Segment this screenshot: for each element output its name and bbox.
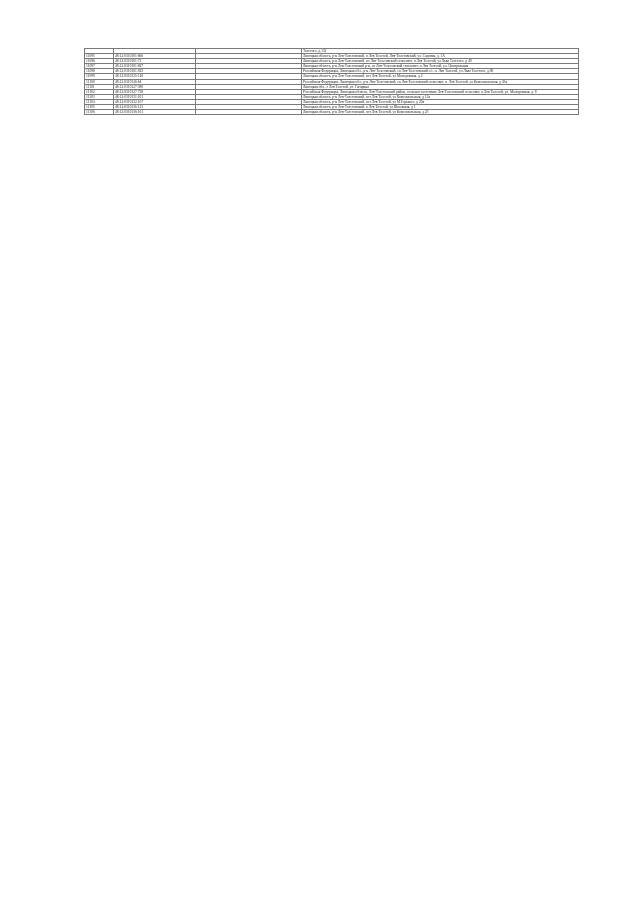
- row-number: 11103: [85, 94, 114, 99]
- cadastral-code: 48:12:0310126:64: [114, 79, 196, 84]
- address-text: Российская Федерация, Липецкая обл., р-н Лев-Толстовский, сп Лев-Толстовский сельсовет, п. Лев Толстой, ул Комсомольская, д 43а: [302, 79, 579, 84]
- register-table: [84, 48, 579, 115]
- cadastral-code: 48:12:0310132:107: [114, 99, 196, 104]
- cadastral-code: 48:12:0310101:666: [114, 54, 196, 59]
- address-text: Липецкая область, р-н Лев-Толстовский, пгт Лев Толстой, ул Молодежная, д 2: [302, 74, 579, 79]
- row-number: 11102: [85, 89, 114, 94]
- empty-cell: [196, 110, 302, 115]
- address-text: Липецкая область, р-н Лев-Толстовский, п Лев Толстой, Лев-Толстовский, ул. Садовая, д. 1А: [302, 54, 579, 59]
- row-number: 11105: [85, 105, 114, 110]
- address-text: Липецкая область, р-н Лев-Толстовский, пгт Лев Толстой, ул Комсомольская, д.12а: [302, 94, 579, 99]
- address-text: Российская Федерация, Липецкая область, Лев-Толстовский район, сельское поселение Лев-Толстовский сельсовет, п Лев Толстой, ул. Молодежная, д. 8: [302, 89, 579, 94]
- row-number: 11101: [85, 84, 114, 89]
- cadastral-code: 48:12:0310136:123: [114, 105, 196, 110]
- address-text: Российская Федерация, Липецкая обл., р-н Лев-Толстовский, сп Лев-Толстовский с/с, п. Лев Толстой, ул Льва Толстого, д.90: [302, 69, 579, 74]
- address-text: Липецкая область, р-н Лев-Толстовский, пгт Лев Толстой, ул Комсомольская, д 25: [302, 110, 579, 115]
- row-number: 11095: [85, 54, 114, 59]
- table-row: [85, 110, 579, 115]
- address-text: Липецкая обл., г Лев Толстой, ул. Гагарина: [302, 84, 579, 89]
- row-number: 11097: [85, 64, 114, 69]
- cadastral-code: 48:12:0310127:738: [114, 89, 196, 94]
- cadastral-code: 48:12:0310127:390: [114, 84, 196, 89]
- cadastral-code: 48:12:0310101:925: [114, 69, 196, 74]
- address-text: Липецкая область, р-н Лев-Толстовский, сп Лев-Толстовский сельсовет, п Лев Толстой, ул Льва Толстого, д 49: [302, 59, 579, 64]
- row-number: 11106: [85, 110, 114, 115]
- address-text: Липецкая область, р-н Лев-Толстовский, пгт Лев Толстой, ул М.Горького, д 20а: [302, 99, 579, 104]
- row-number: 11096: [85, 59, 114, 64]
- cadastral-code: 48:12:0310125:126: [114, 74, 196, 79]
- row-number: 11104: [85, 99, 114, 104]
- cadastral-code: 48:12:0310136:161: [114, 110, 196, 115]
- row-number: 11098: [85, 69, 114, 74]
- address-text: Толстого, д.132: [302, 49, 579, 54]
- row-number: 11100: [85, 79, 114, 84]
- cadastral-code: 48:12:0310101:72: [114, 59, 196, 64]
- address-register: [84, 48, 579, 115]
- address-text: Липецкая область, р-н Лев-Толстовский, п Лев Толстой, ул Школьная, д 1: [302, 105, 579, 110]
- cadastral-code: 48:12:0310101:827: [114, 64, 196, 69]
- cadastral-code: 48:12:0310131:101: [114, 94, 196, 99]
- row-number: 11099: [85, 74, 114, 79]
- address-text: Липецкая область, р-н Лев-Толстовский р-н, сп Лев-Толстовский сельсовет, п Лев Толстой, ул. Центральная: [302, 64, 579, 69]
- register-rows: [85, 49, 579, 115]
